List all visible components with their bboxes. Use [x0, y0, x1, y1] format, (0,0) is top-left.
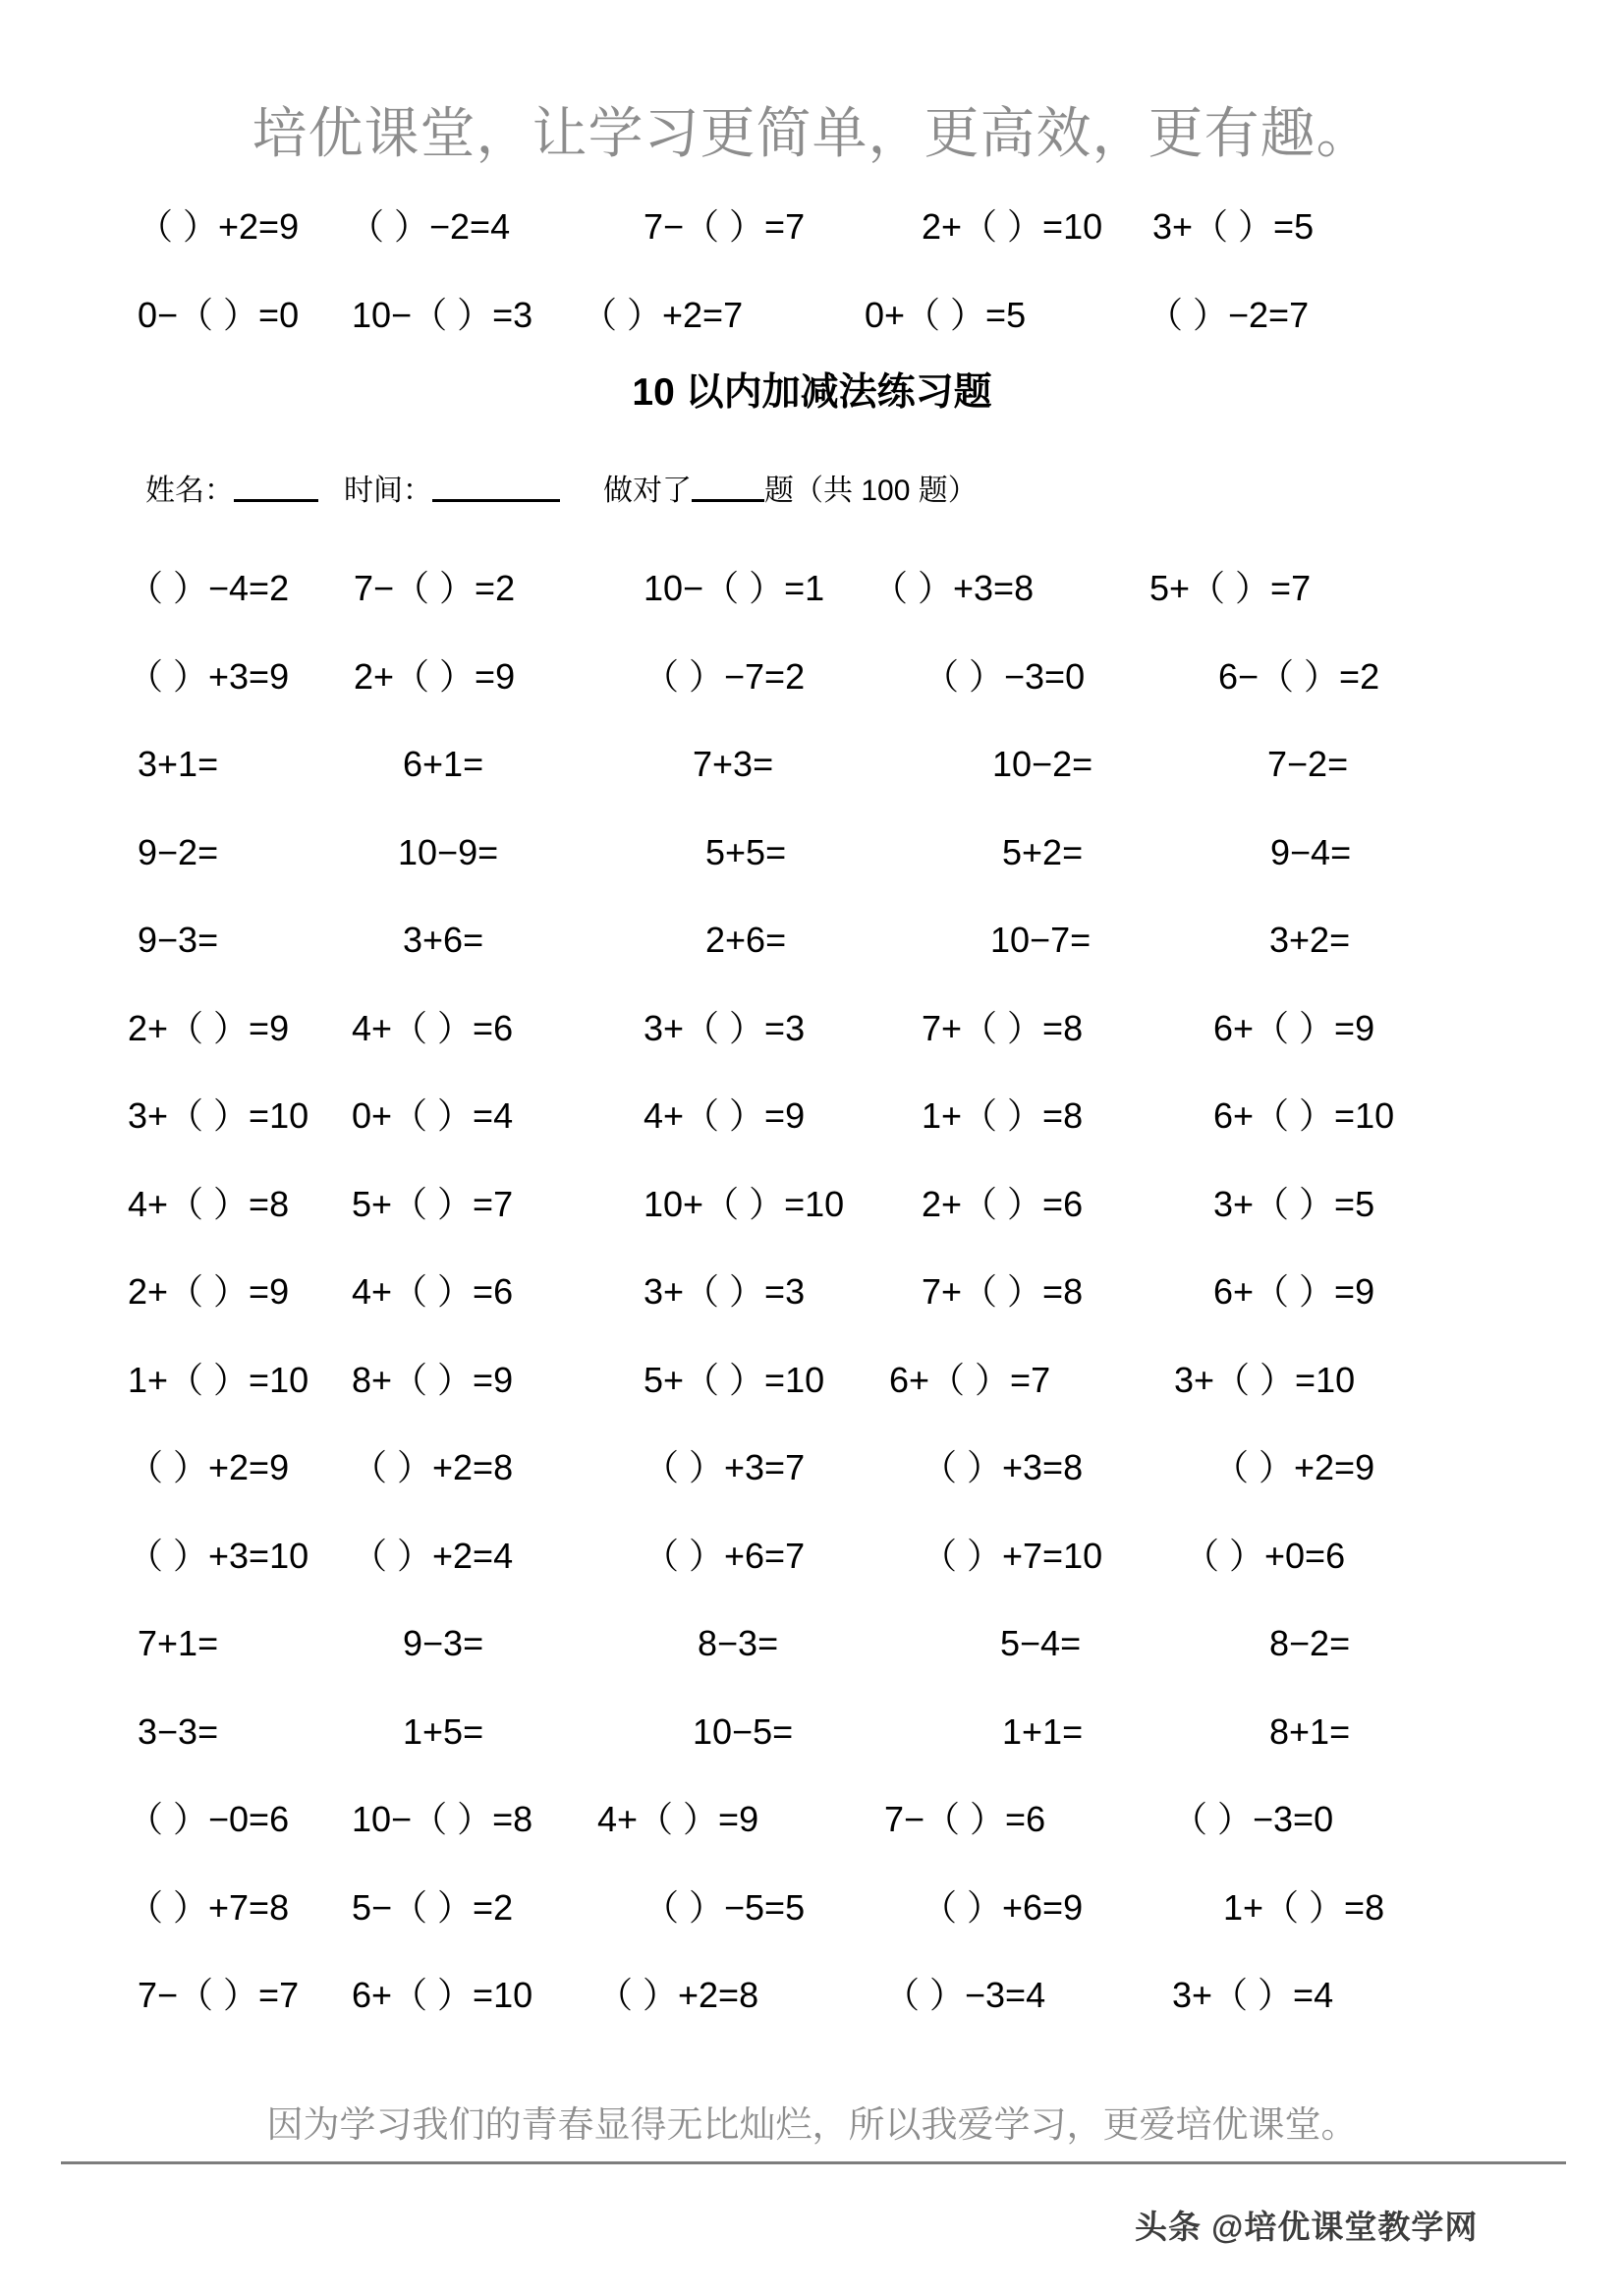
problem-item[interactable]: 2+（ ）=6 — [922, 1183, 1084, 1224]
problem-item[interactable]: （ ）+2=4 — [352, 1535, 514, 1576]
problem-row — [0, 1269, 1624, 1315]
problem-item[interactable]: 4+（ ）=9 — [597, 1799, 759, 1839]
problem-item[interactable]: 6+（ ）=10 — [1213, 1095, 1395, 1136]
problem-item[interactable]: 10−2= — [992, 744, 1093, 784]
problem-item[interactable]: （ ）−0=6 — [128, 1799, 290, 1839]
problem-item[interactable]: 3+（ ）=4 — [1172, 1975, 1334, 2015]
problem-item[interactable]: （ ）+3=9 — [128, 655, 290, 697]
problem-item[interactable]: 7+3= — [693, 744, 774, 784]
problem-item[interactable]: （ ）+3=7 — [644, 1447, 806, 1487]
problem-row — [0, 566, 1624, 611]
problem-row — [0, 293, 1624, 338]
problem-item[interactable]: （ ）+6=9 — [922, 1886, 1084, 1928]
problem-item[interactable]: 2+（ ）=10 — [922, 206, 1103, 247]
problem-item[interactable]: 3+2= — [1269, 920, 1351, 960]
problem-item[interactable]: （ ）+3=8 — [922, 1447, 1084, 1487]
problem-row — [0, 1182, 1624, 1227]
problem-item[interactable]: 3+（ ）=3 — [644, 1271, 806, 1312]
problem-item[interactable]: 6−（ ）=2 — [1218, 655, 1380, 697]
score-label-prefix: 做对了 — [603, 475, 692, 507]
problem-item[interactable]: 3+（ ）=10 — [1174, 1359, 1356, 1400]
problem-item[interactable]: 4+（ ）=9 — [644, 1095, 806, 1136]
problem-item[interactable]: 10−5= — [693, 1710, 794, 1752]
problem-item[interactable]: 8+（ ）=9 — [352, 1359, 514, 1400]
footer-divider — [61, 2161, 1566, 2164]
problem-item[interactable]: 0−（ ）=0 — [138, 295, 300, 335]
problem-item[interactable]: 7−（ ）=7 — [138, 1975, 300, 2015]
problem-item[interactable]: 2+（ ）=9 — [128, 1271, 290, 1312]
problem-item[interactable]: （ ）+2=9 — [1213, 1447, 1375, 1487]
problem-item[interactable]: 2+6= — [705, 920, 787, 960]
problem-item[interactable]: 3+6= — [403, 920, 484, 960]
name-blank[interactable] — [234, 477, 318, 502]
time-blank[interactable] — [432, 477, 560, 502]
top-banner-slogan: 培优课堂，让学习更简单，更高效，更有趣。 — [252, 102, 1372, 164]
problem-item[interactable]: 1+（ ）=8 — [1223, 1886, 1385, 1928]
student-info-line — [145, 474, 978, 509]
problem-item[interactable]: （ ）−5=5 — [644, 1886, 806, 1928]
problem-row — [0, 1621, 1624, 1666]
problem-row — [0, 1534, 1624, 1579]
problem-item[interactable]: 7+1= — [138, 1623, 219, 1663]
problem-item[interactable]: （ ）−4=2 — [128, 568, 290, 608]
problem-item[interactable]: 3+（ ）=10 — [128, 1095, 309, 1136]
problem-item[interactable]: 7−2= — [1267, 744, 1349, 784]
watermark-text: 头条 @培优课堂教学网 — [1135, 2209, 1479, 2245]
problem-item[interactable]: 9−3= — [403, 1623, 484, 1663]
problem-item[interactable]: （ ）−3=0 — [1172, 1799, 1334, 1839]
problem-item[interactable]: 6+1= — [403, 744, 484, 784]
problem-item[interactable]: 6+（ ）=9 — [1213, 1271, 1375, 1312]
problem-item[interactable]: 7−（ ）=2 — [354, 568, 516, 608]
problem-item[interactable]: 10−（ ）=3 — [352, 295, 533, 335]
problem-item[interactable]: 6+（ ）=9 — [1213, 1007, 1375, 1048]
problem-item[interactable]: 4+（ ）=6 — [352, 1271, 514, 1312]
problem-item[interactable]: （ ）−3=0 — [924, 655, 1086, 697]
problem-item[interactable]: 9−4= — [1270, 831, 1352, 872]
problem-row — [0, 1445, 1624, 1490]
problem-row — [0, 1885, 1624, 1931]
problem-row — [0, 918, 1624, 963]
problem-item[interactable]: 5+（ ）=7 — [1149, 568, 1312, 608]
score-blank[interactable] — [692, 477, 764, 502]
problem-item[interactable]: 10−（ ）=1 — [644, 568, 825, 608]
problem-item[interactable]: 10−（ ）=8 — [352, 1799, 533, 1839]
problem-item[interactable]: 2+（ ）=9 — [128, 1007, 290, 1048]
problem-item[interactable]: 3+1= — [138, 744, 219, 784]
problem-row — [0, 1093, 1624, 1139]
problem-item[interactable]: （ ）−7=2 — [644, 655, 806, 697]
problem-item[interactable]: 3−3= — [138, 1710, 219, 1752]
problem-item[interactable]: （ ）+7=8 — [128, 1886, 290, 1928]
problem-item[interactable]: 3+（ ）=5 — [1213, 1183, 1375, 1224]
problem-item[interactable]: 3+（ ）=3 — [644, 1007, 806, 1048]
problem-item[interactable]: 9−3= — [138, 920, 219, 960]
problem-item[interactable]: （ ）+0=6 — [1184, 1535, 1346, 1576]
problem-row — [0, 1797, 1624, 1842]
problem-row — [0, 1006, 1624, 1051]
problem-item[interactable]: 0+（ ）=4 — [352, 1095, 514, 1136]
name-label: 姓名： — [145, 475, 234, 507]
problem-item[interactable]: 9−2= — [138, 831, 219, 872]
problem-item[interactable]: （ ）−2=7 — [1148, 295, 1310, 335]
problem-item[interactable]: （ ）+3=8 — [872, 568, 1035, 608]
problem-item[interactable]: 1+（ ）=10 — [128, 1359, 309, 1400]
problem-item[interactable]: （ ）+2=8 — [352, 1447, 514, 1487]
problem-item[interactable]: 5−（ ）=2 — [352, 1886, 514, 1928]
problem-item[interactable]: 8−3= — [698, 1623, 779, 1663]
time-label: 时间： — [344, 475, 432, 507]
problem-row — [0, 742, 1624, 787]
problem-item[interactable]: 2+（ ）=9 — [354, 655, 516, 697]
problem-item[interactable]: （ ）+7=10 — [922, 1535, 1103, 1576]
problem-item[interactable]: （ ）+2=9 — [128, 1447, 290, 1487]
problem-item[interactable]: 10−7= — [990, 920, 1092, 960]
problem-item[interactable]: 7+（ ）=8 — [922, 1271, 1084, 1312]
score-label-suffix: 题 — [764, 475, 794, 507]
problem-item[interactable]: （ ）+2=7 — [582, 295, 744, 335]
problem-item[interactable]: 10−9= — [398, 831, 499, 872]
problem-item[interactable]: （ ）+3=10 — [128, 1535, 309, 1576]
problem-item[interactable]: （ ）+2=8 — [597, 1975, 759, 2015]
problem-item[interactable]: 7−（ ）=6 — [884, 1799, 1046, 1839]
problem-row — [0, 1358, 1624, 1403]
problem-row — [0, 204, 1624, 250]
problem-item[interactable]: 4+（ ）=8 — [128, 1183, 290, 1224]
problem-item[interactable]: 10+（ ）=10 — [644, 1183, 845, 1224]
problem-row — [0, 1973, 1624, 2018]
problem-item[interactable]: 5−4= — [1000, 1623, 1082, 1663]
problem-item[interactable]: 4+（ ）=6 — [352, 1007, 514, 1048]
problem-item[interactable]: 3+（ ）=5 — [1152, 206, 1315, 247]
problem-item[interactable]: 7+（ ）=8 — [922, 1007, 1084, 1048]
problem-item[interactable]: （ ）−3=4 — [884, 1975, 1046, 2015]
problem-item[interactable]: 1+5= — [403, 1710, 484, 1752]
problem-item[interactable]: 7−（ ）=7 — [644, 206, 806, 247]
footer-slogan: 因为学习我们的青春显得无比灿烂，所以我爱学习，更爱培优课堂。 — [266, 2104, 1358, 2145]
problem-item[interactable]: （ ）+2=9 — [138, 206, 300, 247]
problem-item[interactable]: （ ）+6=7 — [644, 1535, 806, 1576]
problem-item[interactable]: 0+（ ）=5 — [865, 295, 1027, 335]
problem-row — [0, 654, 1624, 700]
total-count-label: （共 100 题） — [794, 475, 978, 507]
problem-item[interactable]: 1+（ ）=8 — [922, 1095, 1084, 1136]
problem-item[interactable]: 5+（ ）=7 — [352, 1183, 514, 1224]
problem-item[interactable]: 5+2= — [1002, 831, 1084, 872]
problem-row — [0, 1709, 1624, 1755]
problem-row — [0, 830, 1624, 875]
problem-item[interactable]: 5+5= — [705, 831, 787, 872]
page-title: 10 以内加减法练习题 — [632, 371, 992, 414]
problem-item[interactable]: 8+1= — [1269, 1710, 1351, 1752]
problem-item[interactable]: 8−2= — [1269, 1623, 1351, 1663]
problem-item[interactable]: 5+（ ）=10 — [644, 1359, 825, 1400]
problem-item[interactable]: 6+（ ）=7 — [889, 1359, 1051, 1400]
problem-item[interactable]: 1+1= — [1002, 1710, 1084, 1752]
problem-item[interactable]: 6+（ ）=10 — [352, 1975, 533, 2015]
problem-item[interactable]: （ ）−2=4 — [349, 206, 511, 247]
